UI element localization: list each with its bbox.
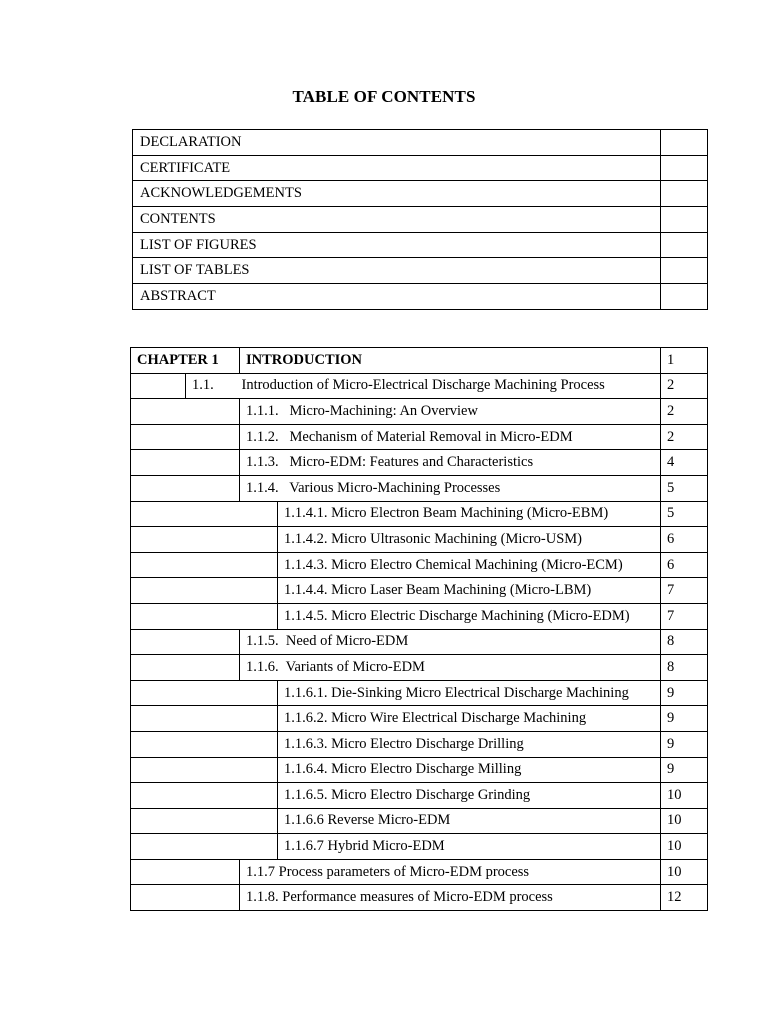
blank-cell [131, 603, 278, 629]
section-number: 1.1. [186, 373, 240, 399]
section-title: Introduction of Micro-Electrical Discharge Machining Process [240, 373, 661, 399]
blank-cell [131, 552, 278, 578]
toc-entry-row [131, 527, 708, 553]
blank-cell [131, 578, 278, 604]
toc-entry-page: 6 [661, 527, 708, 553]
toc-entry-page: 5 [661, 475, 708, 501]
toc-entry-text: 1.1.6. Variants of Micro-EDM [240, 655, 661, 681]
front-matter-label: LIST OF FIGURES [133, 232, 661, 258]
toc-entry-row [131, 655, 708, 681]
toc-entry-text: 1.1.4.3. Micro Electro Chemical Machining (Micro-ECM) [278, 552, 661, 578]
toc-entry-page: 5 [661, 501, 708, 527]
blank-cell [131, 399, 240, 425]
front-matter-page [661, 258, 708, 284]
toc-entry-text: 1.1.5. Need of Micro-EDM [240, 629, 661, 655]
front-matter-row [133, 130, 708, 156]
toc-entry-row [131, 859, 708, 885]
chapter-row [131, 348, 708, 374]
toc-entry-text: 1.1.6.4. Micro Electro Discharge Milling [278, 757, 661, 783]
front-matter-label: CERTIFICATE [133, 155, 661, 181]
toc-entry-row [131, 552, 708, 578]
blank-cell [131, 475, 240, 501]
toc-entry-text: 1.1.7 Process parameters of Micro-EDM process [240, 859, 661, 885]
toc-entry-page: 10 [661, 808, 708, 834]
toc-entry-page: 6 [661, 552, 708, 578]
toc-entry-page: 2 [661, 399, 708, 425]
toc-entry-row [131, 808, 708, 834]
chapter-number: CHAPTER 1 [131, 348, 240, 374]
toc-entry-row [131, 501, 708, 527]
toc-entry-text: 1.1.4.1. Micro Electron Beam Machining (Micro-EBM) [278, 501, 661, 527]
toc-entry-page: 9 [661, 706, 708, 732]
toc-entry-page: 8 [661, 655, 708, 681]
blank-cell [131, 501, 278, 527]
blank-cell [131, 373, 186, 399]
toc-entry-row [131, 603, 708, 629]
toc-entry-text: 1.1.6.6 Reverse Micro-EDM [278, 808, 661, 834]
toc-entry-page: 7 [661, 603, 708, 629]
toc-entry-text: 1.1.6.7 Hybrid Micro-EDM [278, 834, 661, 860]
toc-entry-row [131, 706, 708, 732]
toc-entry-text: 1.1.6.3. Micro Electro Discharge Drilling [278, 731, 661, 757]
blank-cell [131, 629, 240, 655]
front-matter-row [133, 207, 708, 233]
front-matter-page [661, 155, 708, 181]
blank-cell [131, 527, 278, 553]
front-matter-page [661, 232, 708, 258]
toc-entry-page: 10 [661, 834, 708, 860]
chapter-title: INTRODUCTION [240, 348, 661, 374]
blank-cell [131, 680, 278, 706]
toc-entry-text: 1.1.6.5. Micro Electro Discharge Grinding [278, 783, 661, 809]
blank-cell [131, 450, 240, 476]
toc-entry-page: 9 [661, 731, 708, 757]
front-matter-table [132, 129, 708, 310]
front-matter-row [133, 232, 708, 258]
front-matter-page [661, 207, 708, 233]
blank-cell [131, 859, 240, 885]
front-matter-label: ABSTRACT [133, 284, 661, 310]
toc-entry-page: 2 [661, 424, 708, 450]
blank-cell [131, 706, 278, 732]
toc-entry-text: 1.1.4.5. Micro Electric Discharge Machining (Micro-EDM) [278, 603, 661, 629]
blank-cell [131, 808, 278, 834]
toc-entry-page: 8 [661, 629, 708, 655]
toc-entry-text: 1.1.6.1. Die-Sinking Micro Electrical Discharge Machining [278, 680, 661, 706]
front-matter-label: ACKNOWLEDGEMENTS [133, 181, 661, 207]
toc-entry-text: 1.1.4. Various Micro-Machining Processes [240, 475, 661, 501]
front-matter-row [133, 181, 708, 207]
front-matter-page [661, 181, 708, 207]
blank-cell [131, 655, 240, 681]
toc-entry-row [131, 834, 708, 860]
toc-entry-row [131, 680, 708, 706]
front-matter-row [133, 155, 708, 181]
toc-entry-row [131, 399, 708, 425]
toc-entry-row [131, 578, 708, 604]
toc-entry-row [131, 450, 708, 476]
toc-entry-page: 12 [661, 885, 708, 911]
toc-entry-text: 1.1.2. Mechanism of Material Removal in Micro-EDM [240, 424, 661, 450]
blank-cell [131, 885, 240, 911]
blank-cell [131, 783, 278, 809]
toc-entry-text: 1.1.4.2. Micro Ultrasonic Machining (Micro-USM) [278, 527, 661, 553]
toc-entry-page: 10 [661, 859, 708, 885]
toc-entry-page: 7 [661, 578, 708, 604]
chapter-page: 1 [661, 348, 708, 374]
toc-entry-row [131, 475, 708, 501]
toc-entry-page: 9 [661, 757, 708, 783]
section-row [131, 373, 708, 399]
toc-entry-text: 1.1.6.2. Micro Wire Electrical Discharge Machining [278, 706, 661, 732]
toc-entry-text: 1.1.4.4. Micro Laser Beam Machining (Micro-LBM) [278, 578, 661, 604]
toc-entry-page: 4 [661, 450, 708, 476]
front-matter-page [661, 284, 708, 310]
toc-entry-text: 1.1.1. Micro-Machining: An Overview [240, 399, 661, 425]
toc-entry-page: 9 [661, 680, 708, 706]
toc-entry-text: 1.1.3. Micro-EDM: Features and Characteristics [240, 450, 661, 476]
front-matter-label: CONTENTS [133, 207, 661, 233]
toc-entry-page: 10 [661, 783, 708, 809]
section-page: 2 [661, 373, 708, 399]
blank-cell [131, 834, 278, 860]
chapter-table [130, 347, 708, 911]
front-matter-label: DECLARATION [133, 130, 661, 156]
blank-cell [131, 731, 278, 757]
toc-entry-row [131, 885, 708, 911]
page-title: TABLE OF CONTENTS [292, 87, 476, 106]
blank-cell [131, 424, 240, 450]
front-matter-row [133, 284, 708, 310]
toc-entry-text: 1.1.8. Performance measures of Micro-EDM process [240, 885, 661, 911]
toc-entry-row [131, 629, 708, 655]
toc-entry-row [131, 731, 708, 757]
front-matter-label: LIST OF TABLES [133, 258, 661, 284]
front-matter-row [133, 258, 708, 284]
front-matter-page [661, 130, 708, 156]
toc-entry-row [131, 424, 708, 450]
toc-entry-row [131, 757, 708, 783]
blank-cell [131, 757, 278, 783]
toc-entry-row [131, 783, 708, 809]
